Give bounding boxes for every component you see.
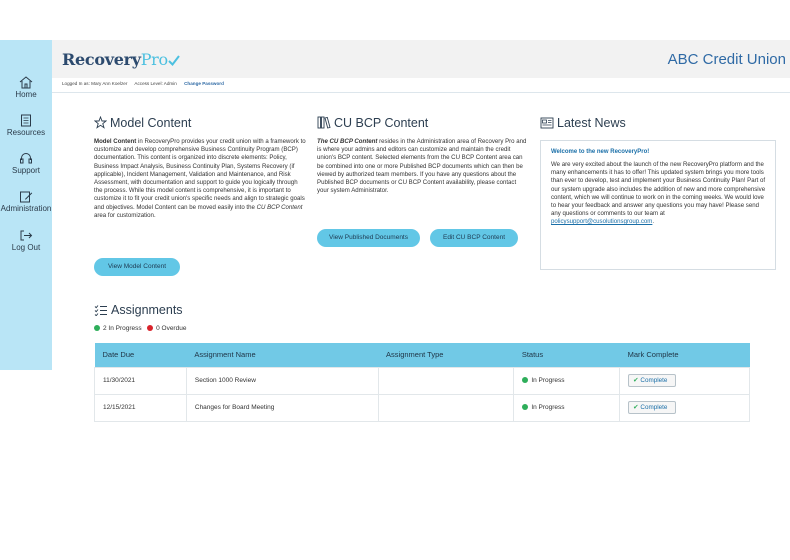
edit-cu-bcp-content-button[interactable]: Edit CU BCP Content xyxy=(430,229,518,247)
logged-in-user: Logged In as: Mary Ann Koelzer xyxy=(62,81,128,86)
mark-complete-label: Complete xyxy=(640,404,668,411)
cell-date-due: 12/15/2021 xyxy=(95,394,187,421)
star-icon xyxy=(94,116,107,129)
assignments-heading xyxy=(94,303,183,317)
header-divider xyxy=(52,92,790,93)
cell-mark-complete xyxy=(620,394,750,421)
model-content-description xyxy=(94,138,306,220)
cu-bcp-text: resides in the Administration area of Recovery Pro and is where your admins and editors can customize and maintain the credit union's BCP content. Selected elements from the CU BCP Content area can be combined into one or more Published BCP documents which can then be viewed by authorized team members. If you have any questions about the Published BCP documents or CU BCP Content availability, please contact your system Administrator. xyxy=(317,138,527,195)
newspaper-icon xyxy=(540,117,554,129)
cell-assignment-name[interactable]: Section 1000 Review xyxy=(186,367,378,394)
model-content-text-1: in RecoveryPro provides your credit union with a framework to customize and develop comprehensive Business Continuity Program (BCP) documentation. This content is organized into discrete elements: Policy, Business Impact Analysis, Business Continuity Plan, Systems Recovery (if applicable), Incident Management, Validation and Maintenance, and Risk Assessment, with documentation and support to guide you logically through the process. While this model content is comprehensive, it is important to customize it to fit your credit union's specific needs and align to strategic goals and objectives. Model Content can be moved easily into the xyxy=(94,138,306,211)
administration-icon xyxy=(19,190,33,203)
cell-date-due: 11/30/2021 xyxy=(95,367,187,394)
view-published-documents-button[interactable]: View Published Documents xyxy=(317,229,420,247)
overdue-dot xyxy=(147,325,153,331)
cell-assignment-type xyxy=(378,394,514,421)
latest-news-heading xyxy=(540,116,626,130)
logo-text: Recovery xyxy=(62,50,141,69)
logo-pro-text: Pro xyxy=(140,50,168,69)
view-model-content-button[interactable]: View Model Content xyxy=(94,258,180,276)
sidebar-item-label: Home xyxy=(15,90,37,99)
sidebar-item-label: Log Out xyxy=(11,243,41,252)
check-logo-icon xyxy=(168,55,180,66)
cell-status xyxy=(514,367,620,394)
column-header-date-due[interactable]: Date Due xyxy=(95,343,187,367)
assignments-table xyxy=(94,343,750,422)
user-info-bar xyxy=(62,81,224,86)
column-header-status[interactable]: Status xyxy=(514,343,620,367)
cell-status xyxy=(514,394,620,421)
app-header xyxy=(52,40,790,78)
news-text: We are very excited about the launch of the new RecoveryPro platform and the many enhancements it has to offer! This updated system brings you more tools than ever to develop, test and implement your Business Continuity Plan! Part of our system upgrade also includes the addition of new and more comprehensive content, which we will continue to work on in the coming weeks. We would love to hear your feedback and answer any questions you may have! Please send any questions or comments to our team at xyxy=(551,161,766,218)
mark-complete-button[interactable] xyxy=(628,401,676,414)
latest-news-title: Latest News xyxy=(557,116,626,130)
model-content-text-2: area for customization. xyxy=(94,211,156,219)
cu-bcp-bold: The CU BCP Content xyxy=(317,138,378,145)
change-password-link[interactable]: Change Password xyxy=(184,81,224,86)
resources-icon xyxy=(20,114,32,127)
assignments-title: Assignments xyxy=(111,303,183,317)
news-headline: Welcome to the new RecoveryPro! xyxy=(551,149,650,155)
cu-bcp-content-heading xyxy=(317,116,428,130)
status-text: In Progress xyxy=(531,404,565,411)
status-text: In Progress xyxy=(531,377,565,384)
cu-bcp-content-description xyxy=(317,138,529,195)
column-header-assignment-type[interactable]: Assignment Type xyxy=(378,343,514,367)
cell-assignment-name[interactable]: Changes for Board Meeting xyxy=(186,394,378,421)
library-icon xyxy=(317,116,331,129)
cu-bcp-content-title: CU BCP Content xyxy=(334,116,429,130)
assignments-legend xyxy=(94,325,186,332)
home-icon xyxy=(19,76,33,89)
access-level: Access Level: Admin xyxy=(134,81,177,86)
column-header-mark-complete: Mark Complete xyxy=(620,343,750,367)
in-progress-dot xyxy=(94,325,100,331)
support-icon xyxy=(19,152,33,165)
sidebar xyxy=(0,40,52,370)
cell-assignment-type xyxy=(378,367,514,394)
sidebar-item-label: Resources xyxy=(6,128,46,137)
cell-mark-complete xyxy=(620,367,750,394)
support-email-link[interactable]: policysupport@cusolutionsgroup.com xyxy=(551,218,653,226)
log-out-icon xyxy=(19,229,33,242)
status-dot xyxy=(522,404,528,410)
news-card xyxy=(540,140,776,270)
table-row xyxy=(95,367,750,394)
recoverypro-logo[interactable] xyxy=(62,50,180,69)
model-content-italic: CU BCP Content xyxy=(256,203,303,211)
model-content-bold: Model Content xyxy=(94,138,137,145)
column-header-assignment-name[interactable]: Assignment Name xyxy=(186,343,378,367)
organization-name: ABC Credit Union xyxy=(667,51,786,68)
news-body xyxy=(551,161,769,227)
news-text-end: . xyxy=(652,218,655,226)
in-progress-count: 2 In Progress xyxy=(103,325,142,332)
mark-complete-button[interactable] xyxy=(628,374,676,387)
table-header-row xyxy=(95,343,750,367)
sidebar-item-home[interactable] xyxy=(0,76,52,99)
sidebar-item-support[interactable] xyxy=(0,152,52,175)
checklist-icon xyxy=(94,304,108,316)
sidebar-item-label: Administration xyxy=(0,204,52,213)
model-content-heading xyxy=(94,116,191,130)
model-content-title: Model Content xyxy=(110,116,192,130)
checkmark-icon: ✔ xyxy=(633,377,639,384)
checkmark-icon: ✔ xyxy=(633,404,639,411)
status-dot xyxy=(522,377,528,383)
table-row xyxy=(95,394,750,421)
sidebar-item-resources[interactable] xyxy=(0,114,52,137)
sidebar-item-log-out[interactable] xyxy=(0,229,52,252)
overdue-count: 0 Overdue xyxy=(156,325,187,332)
sidebar-item-label: Support xyxy=(11,166,41,175)
sidebar-item-administration[interactable] xyxy=(0,190,52,213)
mark-complete-label: Complete xyxy=(640,377,668,384)
